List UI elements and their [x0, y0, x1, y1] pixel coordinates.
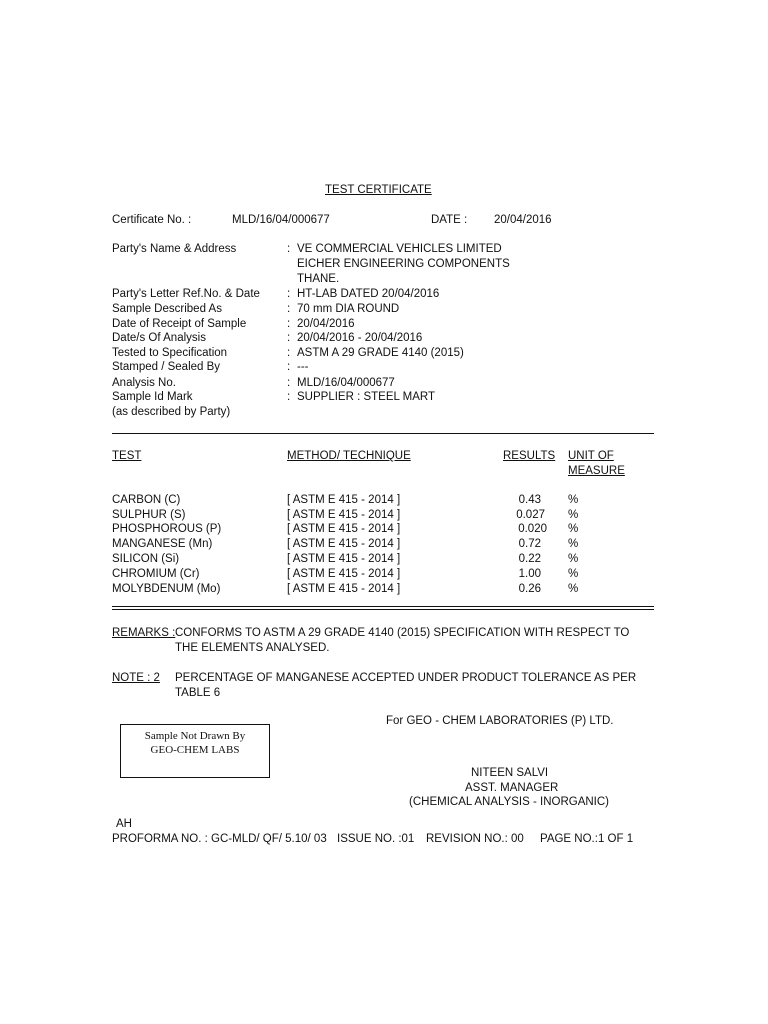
party-line-1: VE COMMERCIAL VEHICLES LIMITED — [297, 243, 502, 255]
result-cell: 0.020 — [518, 523, 547, 535]
detail-value-date-receipt: 20/04/2016 — [297, 318, 355, 330]
test-cell: SULPHUR (S) — [112, 509, 186, 521]
detail-colon: : — [287, 288, 291, 300]
certificate-title: TEST CERTIFICATE — [325, 184, 432, 196]
page-no: PAGE NO.:1 OF 1 — [540, 833, 634, 845]
sample-stamp-box — [120, 724, 270, 778]
divider-double-1 — [112, 606, 654, 607]
test-cell: CARBON (C) — [112, 494, 181, 506]
date-value: 20/04/2016 — [494, 214, 552, 226]
detail-colon: : — [287, 347, 291, 359]
result-cell: 0.027 — [516, 509, 545, 521]
detail-label-date-receipt: Date of Receipt of Sample — [112, 318, 247, 330]
detail-value-date-analysis: 20/04/2016 - 20/04/2016 — [297, 332, 423, 344]
detail-label-letter-ref: Party's Letter Ref.No. & Date — [112, 288, 260, 300]
test-cell: CHROMIUM (Cr) — [112, 568, 200, 580]
party-line-3: THANE. — [297, 273, 340, 285]
method-cell: [ ASTM E 415 - 2014 ] — [287, 553, 401, 565]
signatory-name: NITEEN SALVI — [471, 767, 549, 779]
party-label: Party's Name & Address — [112, 243, 237, 255]
detail-label-analysis-no: Analysis No. — [112, 377, 176, 389]
detail-value-analysis-no: MLD/16/04/000677 — [297, 377, 395, 389]
details-note: (as described by Party) — [112, 406, 231, 418]
detail-value-specification: ASTM A 29 GRADE 4140 (2015) — [297, 347, 464, 359]
unit-cell: % — [568, 494, 579, 506]
col-header-method: METHOD/ TECHNIQUE — [287, 450, 411, 462]
result-cell: 0.72 — [518, 538, 541, 550]
test-cell: MANGANESE (Mn) — [112, 538, 213, 550]
note-line-1: PERCENTAGE OF MANGANESE ACCEPTED UNDER PRODUCT TOLERANCE AS PER — [175, 672, 637, 684]
method-cell: [ ASTM E 415 - 2014 ] — [287, 523, 401, 535]
remarks-line-1: CONFORMS TO ASTM A 29 GRADE 4140 (2015) SPECIFICATION WITH RESPECT TO — [175, 627, 630, 639]
note-label: NOTE : 2 — [112, 672, 160, 684]
certificate-no-value: MLD/16/04/000677 — [232, 214, 330, 226]
detail-colon: : — [287, 377, 291, 389]
divider-top — [112, 433, 654, 434]
for-company-line: For GEO - CHEM LABORATORIES (P) LTD. — [386, 715, 614, 727]
unit-cell: % — [568, 583, 579, 595]
result-cell: 0.43 — [518, 494, 541, 506]
detail-label-specification: Tested to Specification — [112, 347, 228, 359]
test-cell: SILICON (Si) — [112, 553, 180, 565]
stamp-line-1: Sample Not Drawn By — [144, 730, 246, 742]
revision-no: REVISION NO.: 00 — [426, 833, 524, 845]
remarks-line-2: THE ELEMENTS ANALYSED. — [175, 642, 330, 654]
method-cell: [ ASTM E 415 - 2014 ] — [287, 538, 401, 550]
detail-colon: : — [287, 391, 291, 403]
method-cell: [ ASTM E 415 - 2014 ] — [287, 568, 401, 580]
detail-label-stamped: Stamped / Sealed By — [112, 361, 221, 373]
issue-no: ISSUE NO. :01 — [337, 833, 415, 845]
date-label: DATE : — [431, 214, 468, 226]
method-cell: [ ASTM E 415 - 2014 ] — [287, 509, 401, 521]
detail-colon: : — [287, 361, 291, 373]
result-cell: 1.00 — [518, 568, 541, 580]
stamp-line-2: GEO-CHEM LABS — [150, 744, 240, 756]
col-header-test: TEST — [112, 450, 142, 462]
detail-value-stamped: --- — [297, 361, 309, 373]
signatory-department: (CHEMICAL ANALYSIS - INORGANIC) — [409, 796, 610, 808]
detail-colon: : — [287, 332, 291, 344]
method-cell: [ ASTM E 415 - 2014 ] — [287, 494, 401, 506]
result-cell: 0.22 — [518, 553, 541, 565]
detail-value-sample-described: 70 mm DIA ROUND — [297, 303, 400, 315]
remarks-label: REMARKS : — [112, 627, 176, 639]
party-line-2: EICHER ENGINEERING COMPONENTS — [297, 258, 510, 270]
proforma-no: PROFORMA NO. : GC-MLD/ QF/ 5.10/ 03 — [112, 833, 327, 845]
detail-label-sample-described: Sample Described As — [112, 303, 222, 315]
party-colon: : — [287, 243, 291, 255]
detail-value-letter-ref: HT-LAB DATED 20/04/2016 — [297, 288, 440, 300]
detail-label-sample-id: Sample Id Mark — [112, 391, 193, 403]
unit-cell: % — [568, 568, 579, 580]
detail-colon: : — [287, 303, 291, 315]
certificate-no-label: Certificate No. : — [112, 214, 192, 226]
test-cell: PHOSPHOROUS (P) — [112, 523, 222, 535]
initials: AH — [116, 818, 132, 830]
detail-value-sample-id: SUPPLIER : STEEL MART — [297, 391, 436, 403]
unit-cell: % — [568, 538, 579, 550]
col-header-results: RESULTS — [503, 450, 556, 462]
detail-colon: : — [287, 318, 291, 330]
divider-double-2 — [112, 609, 654, 610]
result-cell: 0.26 — [518, 583, 541, 595]
method-cell: [ ASTM E 415 - 2014 ] — [287, 583, 401, 595]
note-line-2: TABLE 6 — [175, 687, 221, 699]
col-header-unit-line1: UNIT OF — [568, 450, 614, 462]
detail-label-date-analysis: Date/s Of Analysis — [112, 332, 206, 344]
unit-cell: % — [568, 553, 579, 565]
test-cell: MOLYBDENUM (Mo) — [112, 583, 221, 595]
unit-cell: % — [568, 523, 579, 535]
col-header-unit-line2: MEASURE — [568, 465, 625, 477]
signatory-designation: ASST. MANAGER — [465, 782, 559, 794]
unit-cell: % — [568, 509, 579, 521]
